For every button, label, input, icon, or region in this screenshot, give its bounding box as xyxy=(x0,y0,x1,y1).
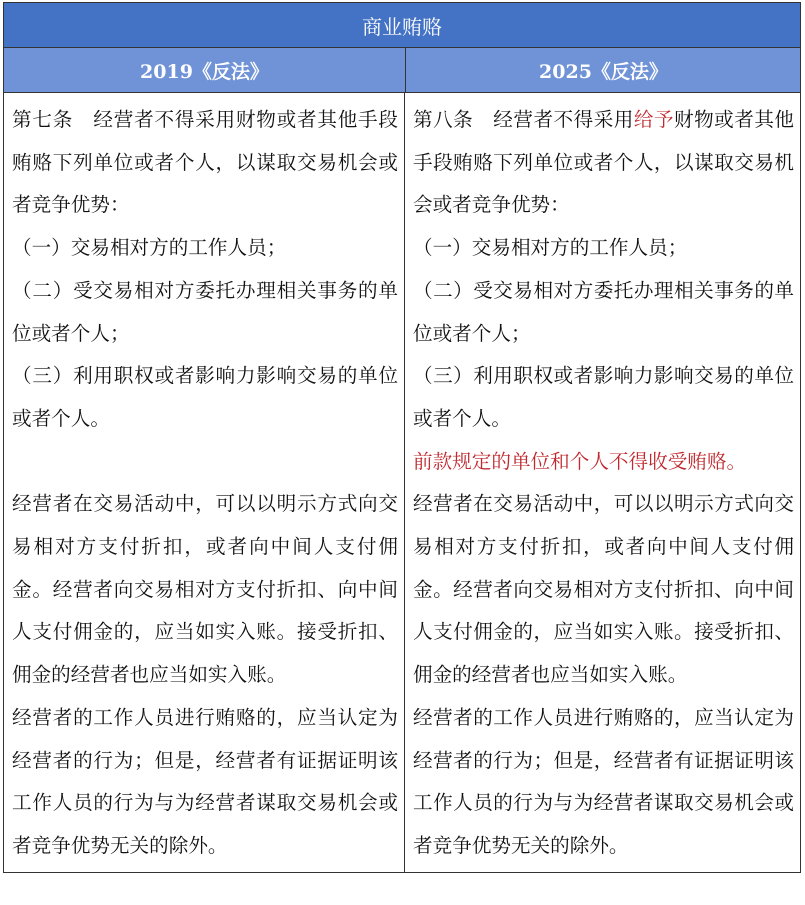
discount-paragraph: 经营者在交易活动中，可以以明示方式向交易相对方支付折扣，或者向中间人支付佣金。经营者向交易相对方支付折扣、向中间人支付佣金的，应当如实入账。接受折扣、佣金的经营者也应当如实入账。 xyxy=(12,492,398,687)
header-2019-law: 2019《反法》 xyxy=(4,48,406,92)
item-3: （三）利用职权或者影响力影响交易的单位或者个人。 xyxy=(413,364,794,430)
item-2: （二）受交易相对方委托办理相关事务的单位或者个人； xyxy=(413,278,794,345)
header-row xyxy=(4,48,800,93)
item-3: （三）利用职权或者影响力影响交易的单位或者个人。 xyxy=(12,364,398,430)
column-2025 xyxy=(405,93,800,872)
table-title xyxy=(4,3,800,48)
article-8-text xyxy=(413,99,794,227)
item-1: （一）交易相对方的工作人员； xyxy=(12,236,287,260)
body-row xyxy=(4,93,800,872)
employee-paragraph: 经营者的工作人员进行贿赂的，应当认定为经营者的行为；但是，经营者有证据证明该工作人员的行为与为经营者谋取交易机会或者竞争优势无关的除外。 xyxy=(12,705,398,857)
spacer xyxy=(12,441,398,484)
employee-paragraph: 经营者的工作人员进行贿赂的，应当认定为经营者的行为；但是，经营者有证据证明该工作人员的行为与为经营者谋取交易机会或者竞争优势无关的除外。 xyxy=(413,705,794,857)
discount-paragraph: 经营者在交易活动中，可以以明示方式向交易相对方支付折扣，或者向中间人支付佣金。经营者向交易相对方支付折扣、向中间人支付佣金的，应当如实入账。接受折扣、佣金的经营者也应当如实入账。 xyxy=(413,492,794,687)
column-2019 xyxy=(4,93,405,872)
added-clause: 前款规定的单位和个人不得收受贿赂。 xyxy=(413,449,747,473)
added-word: 给予 xyxy=(633,108,675,131)
header-2025-law: 2025《反法》 xyxy=(539,60,668,83)
article-7-text: 第七条 经营者不得采用财物或者其他手段贿赂下列单位或者个人，以谋取交易机会或者竞争优势： xyxy=(12,108,398,217)
item-1: （一）交易相对方的工作人员； xyxy=(413,236,688,260)
table-title-text: 商业贿赂 xyxy=(362,14,442,39)
comparison-table xyxy=(3,2,801,873)
article-8-part-b: 财物或者其他手段贿赂下列单位或者个人，以谋取交易机会或者竞争优势： xyxy=(413,108,794,217)
item-2: （二）受交易相对方委托办理相关事务的单位或者个人； xyxy=(12,278,398,345)
article-8-part-a: 第八条 经营者不得采用 xyxy=(413,108,634,131)
